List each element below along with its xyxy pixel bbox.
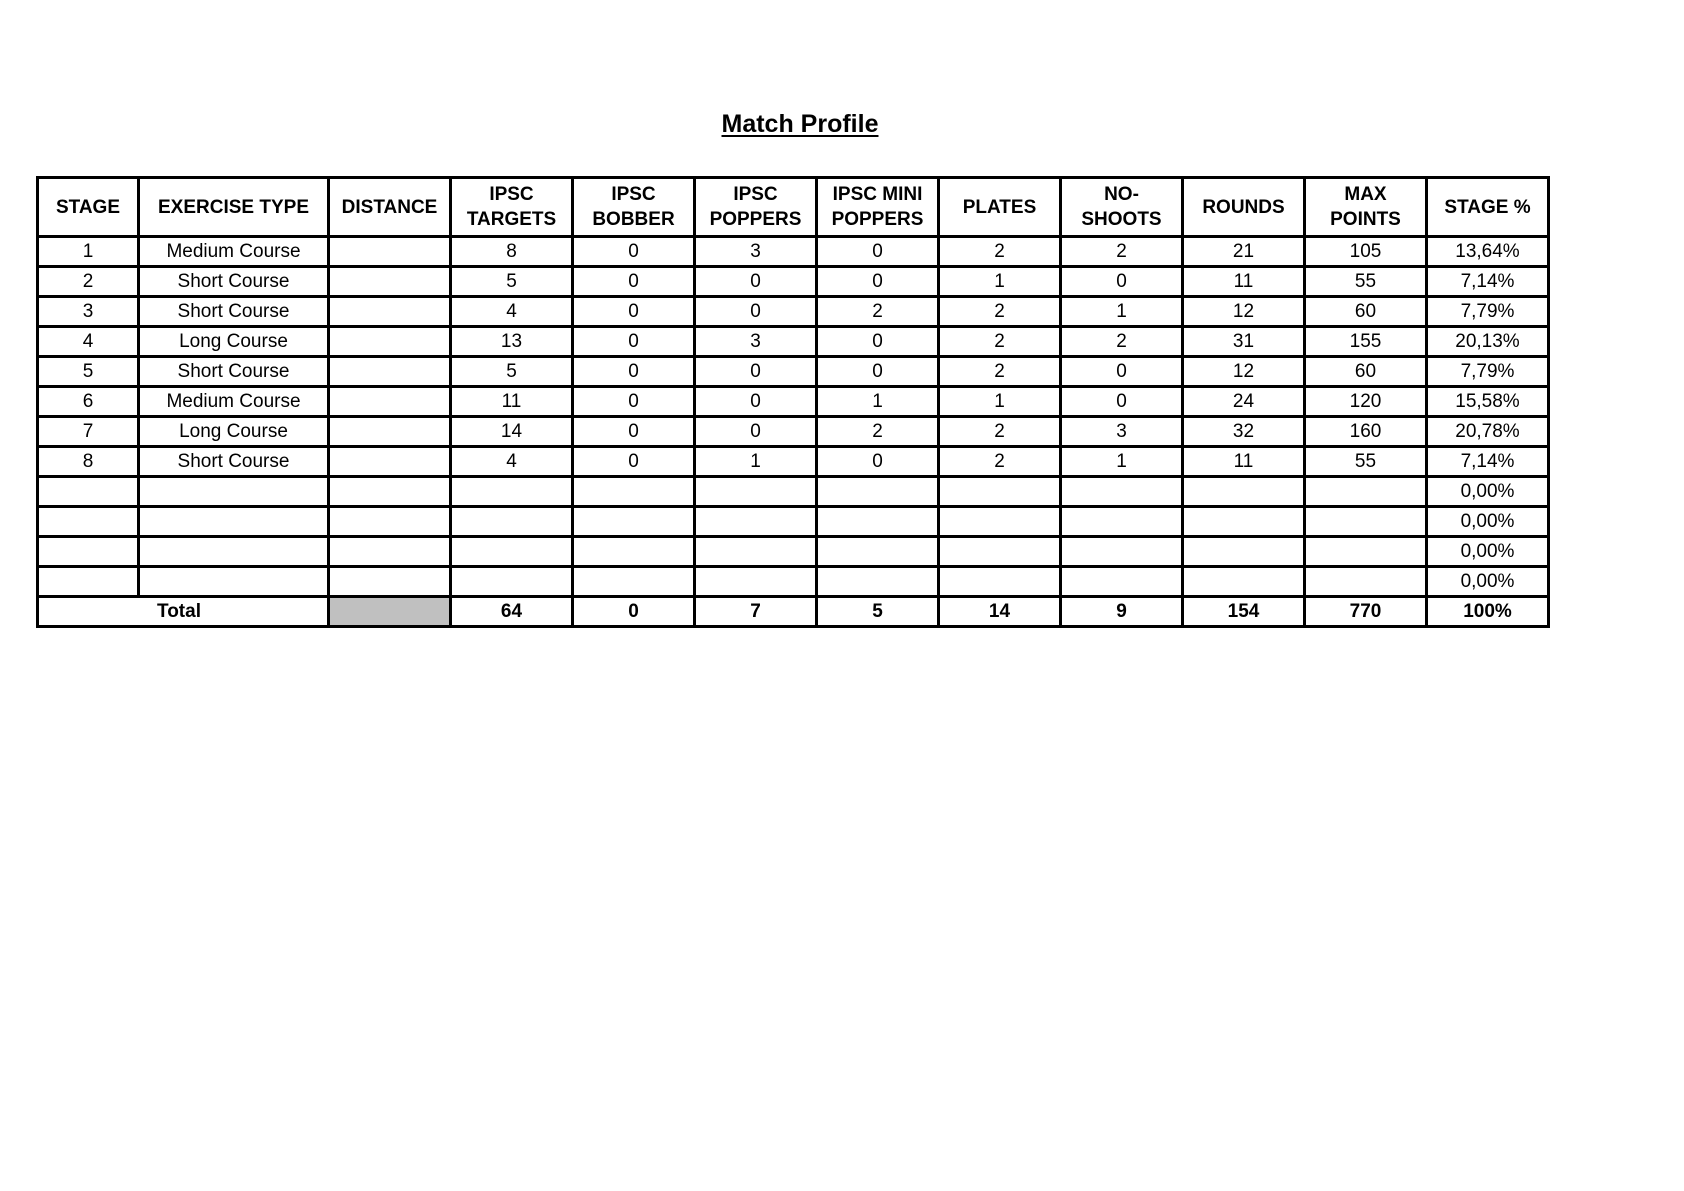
- total-stage-percent: 100%: [1427, 597, 1549, 627]
- header-ipsc-poppers: [695, 178, 817, 237]
- total-rounds: 154: [1183, 597, 1305, 627]
- cell-ipsc-bobber: [573, 507, 695, 537]
- cell-ipsc-bobber: 0: [573, 237, 695, 267]
- cell-exercise-type: Short Course: [139, 447, 329, 477]
- table-row: [38, 387, 1549, 417]
- cell-ipsc-targets: 5: [451, 267, 573, 297]
- cell-stage-percent: 7,79%: [1427, 297, 1549, 327]
- cell-exercise-type: [139, 567, 329, 597]
- cell-rounds: [1183, 507, 1305, 537]
- header-text: STAGE %: [1444, 196, 1531, 218]
- total-ipsc-targets: 64: [451, 597, 573, 627]
- header-distance: [329, 178, 451, 237]
- header-text: POPPERS: [709, 209, 802, 230]
- cell-rounds: 11: [1183, 447, 1305, 477]
- cell-stage: 8: [38, 447, 139, 477]
- cell-max-points: 55: [1305, 447, 1427, 477]
- cell-ipsc-bobber: 0: [573, 387, 695, 417]
- cell-no-shoots: 0: [1061, 387, 1183, 417]
- cell-ipsc-bobber: 0: [573, 327, 695, 357]
- cell-ipsc-bobber: [573, 477, 695, 507]
- cell-distance: [329, 447, 451, 477]
- cell-stage-percent: 7,14%: [1427, 447, 1549, 477]
- cell-distance: [329, 237, 451, 267]
- cell-distance: [329, 477, 451, 507]
- cell-plates: [939, 477, 1061, 507]
- total-no-shoots: 9: [1061, 597, 1183, 627]
- cell-distance: [329, 567, 451, 597]
- cell-plates: 2: [939, 447, 1061, 477]
- cell-ipsc-poppers: 1: [695, 447, 817, 477]
- total-row: [38, 597, 1549, 627]
- cell-distance: [329, 387, 451, 417]
- cell-no-shoots: [1061, 537, 1183, 567]
- header-text: PLATES: [962, 196, 1037, 218]
- cell-rounds: 31: [1183, 327, 1305, 357]
- table-row: [38, 237, 1549, 267]
- table-row: [38, 537, 1549, 567]
- cell-stage-percent: 13,64%: [1427, 237, 1549, 267]
- header-text: POPPERS: [831, 209, 924, 230]
- cell-ipsc-mini-poppers: 0: [817, 447, 939, 477]
- cell-plates: [939, 567, 1061, 597]
- header-text: POINTS: [1330, 209, 1401, 230]
- header-text: ROUNDS: [1202, 196, 1285, 218]
- header-text: IPSC: [611, 184, 656, 205]
- cell-rounds: 12: [1183, 357, 1305, 387]
- cell-ipsc-bobber: 0: [573, 447, 695, 477]
- cell-ipsc-mini-poppers: [817, 477, 939, 507]
- cell-ipsc-mini-poppers: 2: [817, 297, 939, 327]
- cell-max-points: 105: [1305, 237, 1427, 267]
- cell-ipsc-poppers: 0: [695, 267, 817, 297]
- table-row: [38, 297, 1549, 327]
- cell-no-shoots: 3: [1061, 417, 1183, 447]
- cell-max-points: 155: [1305, 327, 1427, 357]
- total-plates: 14: [939, 597, 1061, 627]
- cell-no-shoots: 2: [1061, 237, 1183, 267]
- cell-ipsc-poppers: 0: [695, 297, 817, 327]
- header-plates: [939, 178, 1061, 237]
- cell-exercise-type: Medium Course: [139, 387, 329, 417]
- table-header-row: [38, 178, 1549, 237]
- cell-ipsc-bobber: 0: [573, 297, 695, 327]
- total-label: Total: [38, 597, 329, 627]
- cell-exercise-type: Short Course: [139, 267, 329, 297]
- cell-ipsc-mini-poppers: 0: [817, 357, 939, 387]
- cell-plates: 2: [939, 237, 1061, 267]
- header-stage: [38, 178, 139, 237]
- cell-plates: 1: [939, 267, 1061, 297]
- cell-stage: 3: [38, 297, 139, 327]
- header-text: SHOOTS: [1081, 209, 1162, 230]
- header-rounds: [1183, 178, 1305, 237]
- cell-stage-percent: 0,00%: [1427, 507, 1549, 537]
- cell-ipsc-mini-poppers: [817, 507, 939, 537]
- cell-stage: [38, 567, 139, 597]
- cell-stage: 6: [38, 387, 139, 417]
- cell-stage-percent: 20,78%: [1427, 417, 1549, 447]
- cell-ipsc-targets: 8: [451, 237, 573, 267]
- cell-ipsc-poppers: [695, 477, 817, 507]
- cell-ipsc-poppers: 0: [695, 417, 817, 447]
- cell-no-shoots: 0: [1061, 357, 1183, 387]
- cell-exercise-type: Long Course: [139, 327, 329, 357]
- cell-ipsc-targets: [451, 567, 573, 597]
- cell-rounds: [1183, 537, 1305, 567]
- cell-stage: [38, 507, 139, 537]
- total-ipsc-poppers: 7: [695, 597, 817, 627]
- cell-exercise-type: Medium Course: [139, 237, 329, 267]
- table-body: [38, 237, 1549, 597]
- cell-stage: 7: [38, 417, 139, 447]
- cell-ipsc-bobber: [573, 567, 695, 597]
- cell-max-points: [1305, 507, 1427, 537]
- table-row: [38, 477, 1549, 507]
- header-text: IPSC: [489, 184, 534, 205]
- cell-max-points: 60: [1305, 357, 1427, 387]
- cell-stage-percent: 20,13%: [1427, 327, 1549, 357]
- cell-stage: 1: [38, 237, 139, 267]
- cell-ipsc-mini-poppers: 0: [817, 327, 939, 357]
- total-distance-cell: [329, 597, 451, 627]
- cell-no-shoots: 1: [1061, 297, 1183, 327]
- cell-no-shoots: [1061, 507, 1183, 537]
- cell-max-points: 120: [1305, 387, 1427, 417]
- cell-rounds: 12: [1183, 297, 1305, 327]
- header-ipsc-targets: [451, 178, 573, 237]
- cell-ipsc-bobber: [573, 537, 695, 567]
- cell-ipsc-bobber: 0: [573, 267, 695, 297]
- cell-ipsc-mini-poppers: 1: [817, 387, 939, 417]
- cell-ipsc-targets: 4: [451, 447, 573, 477]
- cell-ipsc-poppers: 3: [695, 327, 817, 357]
- cell-stage: 4: [38, 327, 139, 357]
- cell-max-points: 160: [1305, 417, 1427, 447]
- cell-ipsc-poppers: 3: [695, 237, 817, 267]
- cell-max-points: [1305, 537, 1427, 567]
- cell-rounds: [1183, 477, 1305, 507]
- cell-max-points: [1305, 567, 1427, 597]
- cell-distance: [329, 357, 451, 387]
- header-text: STAGE: [55, 196, 121, 218]
- cell-distance: [329, 327, 451, 357]
- cell-no-shoots: [1061, 477, 1183, 507]
- total-ipsc-mini-poppers: 5: [817, 597, 939, 627]
- cell-rounds: 11: [1183, 267, 1305, 297]
- cell-ipsc-targets: 11: [451, 387, 573, 417]
- cell-plates: 2: [939, 297, 1061, 327]
- cell-ipsc-bobber: 0: [573, 417, 695, 447]
- cell-ipsc-mini-poppers: [817, 567, 939, 597]
- cell-stage: 5: [38, 357, 139, 387]
- cell-exercise-type: [139, 537, 329, 567]
- cell-no-shoots: 0: [1061, 267, 1183, 297]
- table-row: [38, 507, 1549, 537]
- header-text: BOBBER: [592, 209, 675, 230]
- header-text: DISTANCE: [341, 196, 438, 218]
- cell-distance: [329, 417, 451, 447]
- cell-max-points: 55: [1305, 267, 1427, 297]
- cell-plates: [939, 507, 1061, 537]
- cell-distance: [329, 507, 451, 537]
- cell-plates: 2: [939, 357, 1061, 387]
- cell-rounds: 32: [1183, 417, 1305, 447]
- cell-plates: 2: [939, 327, 1061, 357]
- cell-stage: [38, 537, 139, 567]
- header-text: IPSC: [733, 184, 778, 205]
- cell-rounds: [1183, 567, 1305, 597]
- table-row: [38, 327, 1549, 357]
- cell-exercise-type: [139, 507, 329, 537]
- cell-stage-percent: 7,14%: [1427, 267, 1549, 297]
- table-row: [38, 447, 1549, 477]
- cell-ipsc-poppers: [695, 567, 817, 597]
- cell-plates: [939, 537, 1061, 567]
- table-row: [38, 417, 1549, 447]
- cell-no-shoots: 2: [1061, 327, 1183, 357]
- cell-stage: [38, 477, 139, 507]
- cell-ipsc-poppers: [695, 537, 817, 567]
- match-profile-table: [36, 176, 1550, 628]
- cell-distance: [329, 267, 451, 297]
- cell-rounds: 21: [1183, 237, 1305, 267]
- table-row: [38, 267, 1549, 297]
- cell-rounds: 24: [1183, 387, 1305, 417]
- cell-ipsc-targets: 13: [451, 327, 573, 357]
- page-title: Match Profile: [721, 110, 879, 138]
- cell-ipsc-bobber: 0: [573, 357, 695, 387]
- cell-exercise-type: Long Course: [139, 417, 329, 447]
- cell-stage-percent: 0,00%: [1427, 537, 1549, 567]
- header-no-shoots: [1061, 178, 1183, 237]
- header-text: MAX: [1344, 184, 1387, 205]
- total-ipsc-bobber: 0: [573, 597, 695, 627]
- cell-ipsc-mini-poppers: [817, 537, 939, 567]
- cell-exercise-type: [139, 477, 329, 507]
- cell-distance: [329, 537, 451, 567]
- header-max-points: [1305, 178, 1427, 237]
- cell-ipsc-targets: [451, 477, 573, 507]
- header-text: IPSC MINI: [832, 184, 923, 205]
- cell-ipsc-poppers: [695, 507, 817, 537]
- header-exercise-type: [139, 178, 329, 237]
- cell-ipsc-mini-poppers: 0: [817, 267, 939, 297]
- cell-plates: 2: [939, 417, 1061, 447]
- cell-max-points: [1305, 477, 1427, 507]
- cell-stage-percent: 0,00%: [1427, 567, 1549, 597]
- cell-ipsc-mini-poppers: 0: [817, 237, 939, 267]
- cell-stage-percent: 0,00%: [1427, 477, 1549, 507]
- cell-ipsc-targets: 4: [451, 297, 573, 327]
- cell-ipsc-targets: [451, 537, 573, 567]
- cell-ipsc-targets: 5: [451, 357, 573, 387]
- header-text: TARGETS: [466, 209, 557, 230]
- cell-ipsc-targets: 14: [451, 417, 573, 447]
- table-row: [38, 357, 1549, 387]
- cell-ipsc-mini-poppers: 2: [817, 417, 939, 447]
- cell-ipsc-poppers: 0: [695, 357, 817, 387]
- cell-max-points: 60: [1305, 297, 1427, 327]
- header-text: EXERCISE TYPE: [158, 196, 309, 218]
- cell-stage-percent: 7,79%: [1427, 357, 1549, 387]
- cell-exercise-type: Short Course: [139, 297, 329, 327]
- cell-stage: 2: [38, 267, 139, 297]
- cell-distance: [329, 297, 451, 327]
- header-text: NO-: [1104, 184, 1139, 205]
- cell-ipsc-poppers: 0: [695, 387, 817, 417]
- cell-no-shoots: [1061, 567, 1183, 597]
- cell-ipsc-targets: [451, 507, 573, 537]
- table-row: [38, 567, 1549, 597]
- total-max-points: 770: [1305, 597, 1427, 627]
- header-stage-percent: [1427, 178, 1549, 237]
- header-ipsc-bobber: [573, 178, 695, 237]
- cell-exercise-type: Short Course: [139, 357, 329, 387]
- header-ipsc-mini-poppers: [817, 178, 939, 237]
- cell-no-shoots: 1: [1061, 447, 1183, 477]
- cell-stage-percent: 15,58%: [1427, 387, 1549, 417]
- cell-plates: 1: [939, 387, 1061, 417]
